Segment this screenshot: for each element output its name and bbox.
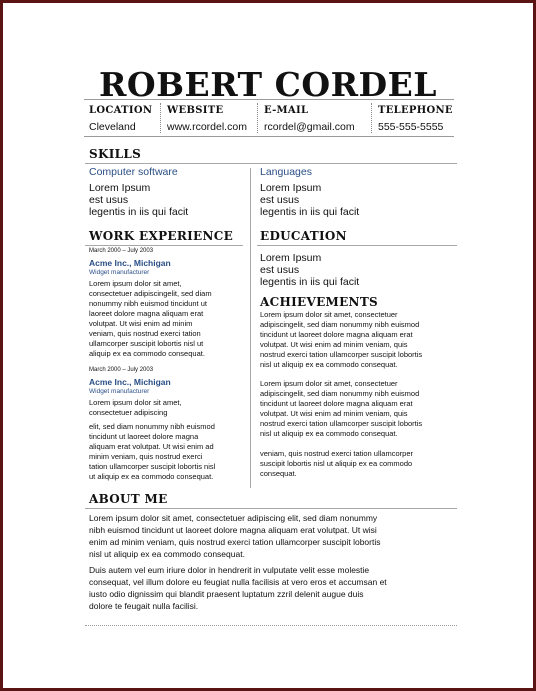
contact-divider — [371, 103, 372, 133]
contact-label: E-MAIL — [264, 105, 309, 116]
education-heading: EDUCATION — [260, 229, 347, 243]
column-divider — [250, 168, 251, 488]
section-rule — [257, 245, 457, 246]
footer-rule — [85, 625, 457, 626]
list-item: Lorem Ipsum — [89, 182, 151, 194]
about-paragraph: Lorem ipsum dolor sit amet, consectetuer adipiscing elit, sed diam nonummy nibh euismod tincidunt ut laoreet dolore magna aliquam erat volutpat. Ut wisi enim ad minim veniam, quis nostrud exerci tation ullamcorper suscipit lobortis nisl ut aliquip ex ea commodo consequat. — [89, 513, 381, 559]
job-role: Widget manufacturer — [89, 388, 150, 395]
contact-email — [259, 100, 369, 136]
job-description: Lorem ipsum dolor sit amet, consectetuer adipiscingelit, sed diam nonummy nibh euismod tincidunt ut laoreet dolore magna aliquam erat volutpat. Ut wisi enim ad minim veniam, quis nostrud exerci tation ullamcorper suscipit lobortis nisl ut aliquip ex ea commodo consequat. — [89, 279, 212, 358]
list-item: est usus — [89, 194, 129, 206]
list-item: est usus — [260, 194, 300, 206]
section-rule — [85, 163, 457, 164]
job-role: Widget manufacturer — [89, 269, 150, 276]
skills-heading: SKILLS — [89, 147, 142, 161]
about-paragraph: Duis autem vel eum iriure dolor in hendrerit in vulputate velit esse molestie consequat, vel illum dolore eu feugiat nulla facilisis at vero eros et accumsan et iusto odio dignissim qui blandit praesent luptatum zzril delenit augue duis dolore te feugait nulla facilisi. — [89, 565, 387, 611]
contact-telephone — [373, 100, 454, 136]
job-description: Lorem ipsum dolor sit amet, consectetuer adipiscing — [89, 398, 182, 417]
list-item: legentis in iis qui facit — [260, 276, 360, 288]
contact-value: 555-555-5555 — [378, 121, 444, 133]
achievements-heading: ACHIEVEMENTS — [260, 295, 379, 309]
skills-right-list — [260, 182, 359, 218]
contact-divider — [257, 103, 258, 133]
work-heading: WORK EXPERIENCE — [89, 229, 234, 243]
skills-right-subtitle: Languages — [260, 166, 312, 178]
email-link[interactable]: rcordel@gmail.com — [264, 121, 355, 133]
contact-bar — [84, 99, 454, 137]
contact-website — [162, 100, 257, 136]
achievements-paragraph: veniam, quis nostrud exerci tation ullamcorper suscipit lobortis nisl ut aliquip ex ea commodo consequat. — [260, 449, 413, 478]
job-dates: March 2000 – July 2003 — [89, 248, 154, 254]
about-heading: ABOUT ME — [89, 492, 168, 506]
section-rule — [85, 508, 457, 509]
resume-name: ROBERT CORDEL — [98, 65, 437, 104]
list-item: legentis in iis qui facit — [89, 206, 189, 218]
achievements-paragraph: Lorem ipsum dolor sit amet, consectetuer adipiscingelit, sed diam nonummy nibh euismod tincidunt ut laoreet dolore magna aliquam erat volutpat. Ut wisi enim ad minim veniam, quis nostrud exerci tation ullamcorper suscipit lobortis nisl ut aliquip ex ea commodo consequat. — [260, 379, 423, 438]
achievements-paragraph: Lorem ipsum dolor sit amet, consectetuer adipiscingelit, sed diam nonummy nibh euismod tincidunt ut laoreet dolore magna aliquam erat volutpat. Ut wisi enim ad minim veniam, quis nostrud exerci tation ullamcorper suscipit lobortis nisl ut aliquip ex ea commodo consequat. — [260, 310, 423, 369]
job-company: Acme Inc., Michigan — [89, 377, 171, 387]
website-link[interactable]: www.rcordel.com — [167, 121, 247, 133]
list-item: Lorem Ipsum — [260, 182, 322, 194]
list-item: est usus — [260, 264, 300, 276]
contact-label: WEBSITE — [167, 105, 224, 116]
education-list — [260, 252, 359, 288]
list-item: Lorem Ipsum — [260, 252, 322, 264]
contact-label: TELEPHONE — [378, 105, 453, 116]
contact-divider — [160, 103, 161, 133]
job-dates: March 2000 – July 2003 — [89, 367, 154, 373]
contact-location — [84, 100, 156, 136]
skills-left-list — [89, 182, 188, 218]
contact-label: LOCATION — [89, 105, 153, 116]
job-company: Acme Inc., Michigan — [89, 258, 171, 268]
list-item: legentis in iis qui facit — [260, 206, 360, 218]
resume-page — [3, 3, 533, 688]
skills-left-subtitle: Computer software — [89, 166, 178, 178]
job-description-continued: elit, sed diam nonummy nibh euismod tincidunt ut laoreet dolore magna aliquam erat volutpat. Ut wisi enim ad minim veniam, quis nostrud exerci tation ullamcorper suscipit lobortis nisl ut aliquip ex ea commodo consequat. — [89, 422, 216, 481]
contact-value: Cleveland — [89, 121, 136, 133]
section-rule — [85, 245, 243, 246]
